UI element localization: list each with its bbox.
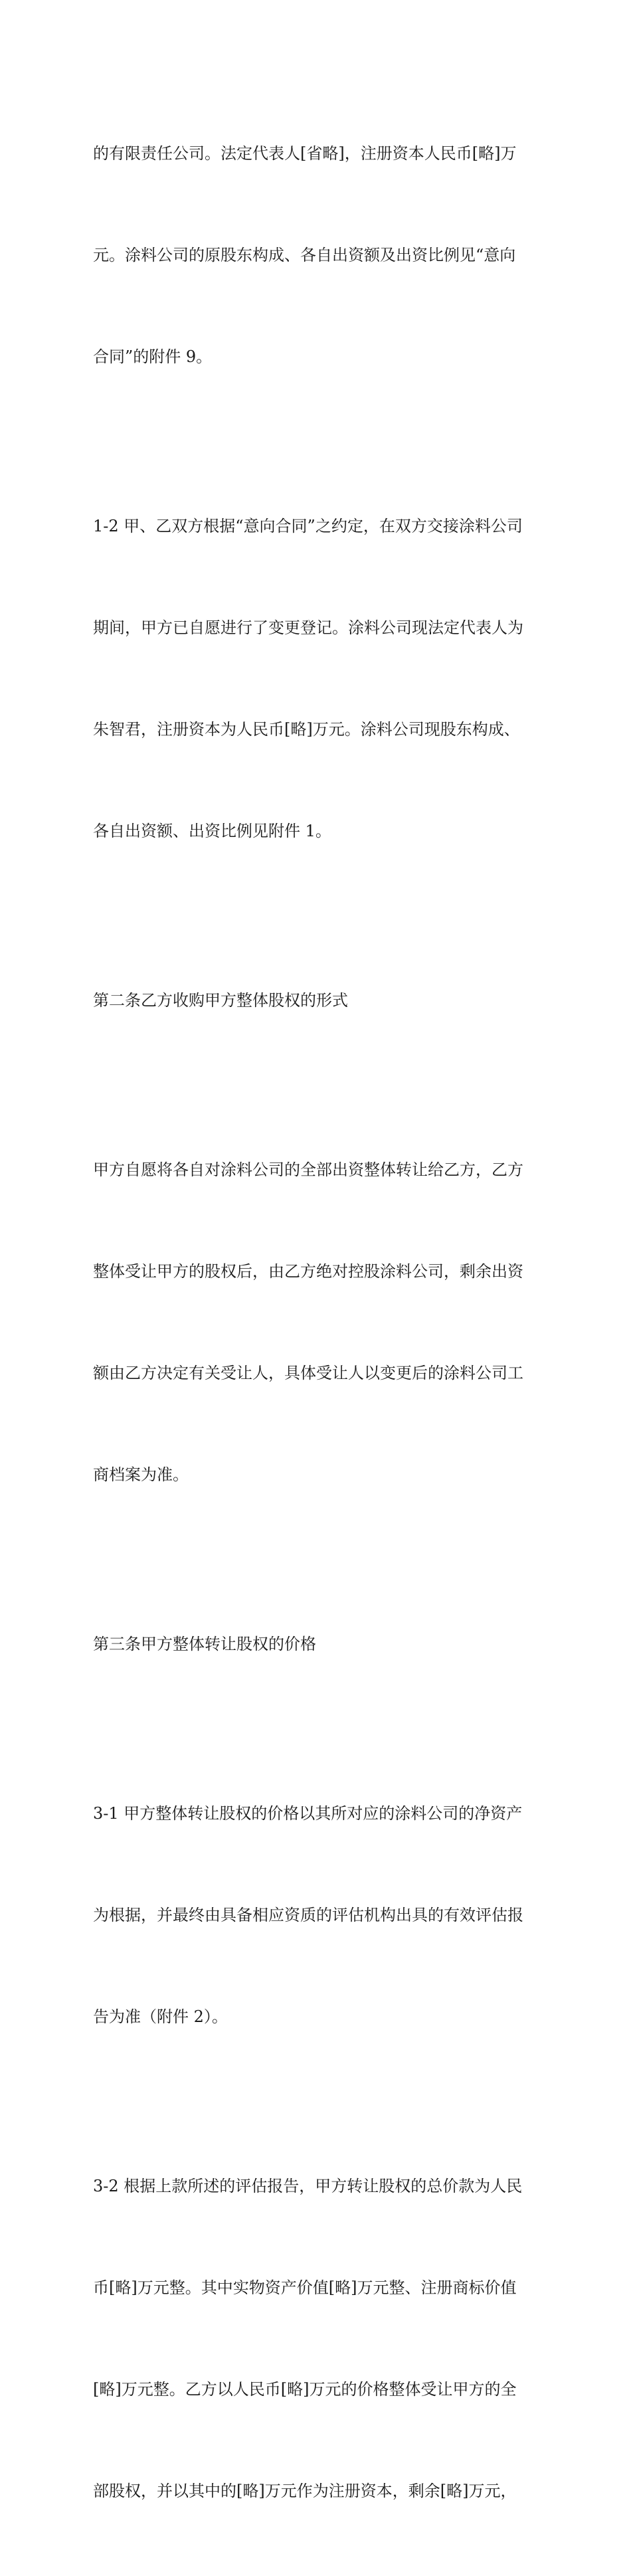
paragraph-clause-1-2: [93, 442, 545, 916]
text-line: 币[略]万元整。其中实物资产价值[略]万元整、注册商标价值: [93, 2278, 517, 2297]
text-line: 部股权，并以其中的[略]万元作为注册资本，剩余[略]万元，: [93, 2482, 517, 2500]
text-line: [略]万元整。乙方以人民币[略]万元的价格整体受让甲方的全: [93, 2380, 517, 2399]
text-line: 各自出资额、出资比例见附件 1。: [93, 822, 331, 840]
text-line: 朱智君，注册资本为人民币[略]万元。涂料公司现股东构成、: [93, 720, 520, 739]
text-line: 3-1 甲方整体转让股权的价格以其所对应的涂料公司的净资产: [93, 1804, 523, 1823]
text-line: 合同”的附件 9。: [93, 347, 213, 366]
paragraph-clause-3-2: [93, 2102, 545, 2576]
text-line: 第三条甲方整体转让股权的价格: [93, 1635, 316, 1653]
text-line: 甲方自愿将各自对涂料公司的全部出资整体转让给乙方，乙方: [93, 1160, 523, 1179]
text-line: 额由乙方决定有关受让人，具体受让人以变更后的涂料公司工: [93, 1364, 523, 1382]
document-body: [93, 69, 545, 2576]
paragraph-company-info: [93, 69, 545, 442]
text-line: 告为准（附件 2）。: [93, 2007, 228, 2026]
text-line: 整体受让甲方的股权后，由乙方绝对控股涂料公司，剩余出资: [93, 1262, 523, 1281]
heading-article-2: [93, 916, 545, 1085]
text-line: 的有限责任公司。法定代表人[省略]，注册资本人民币[略]万: [93, 144, 517, 163]
paragraph-clause-3-1: [93, 1729, 545, 2102]
text-line: 1-2 甲、乙双方根据“意向合同”之约定，在双方交接涂料公司: [93, 517, 523, 535]
text-line: 为根据，并最终由具备相应资质的评估机构出具的有效评估报: [93, 1906, 523, 1924]
text-line: 商档案为准。: [93, 1465, 189, 1484]
heading-article-3: [93, 1560, 545, 1729]
text-line: 3-2 根据上款所述的评估报告，甲方转让股权的总价款为人民: [93, 2177, 523, 2195]
text-line: 第二条乙方收购甲方整体股权的形式: [93, 991, 348, 1010]
paragraph-article-2-body: [93, 1085, 545, 1560]
text-line: 期间，甲方已自愿进行了变更登记。涂料公司现法定代表人为: [93, 618, 523, 637]
text-line: 元。涂料公司的原股东构成、各自出资额及出资比例见“意向: [93, 246, 516, 264]
